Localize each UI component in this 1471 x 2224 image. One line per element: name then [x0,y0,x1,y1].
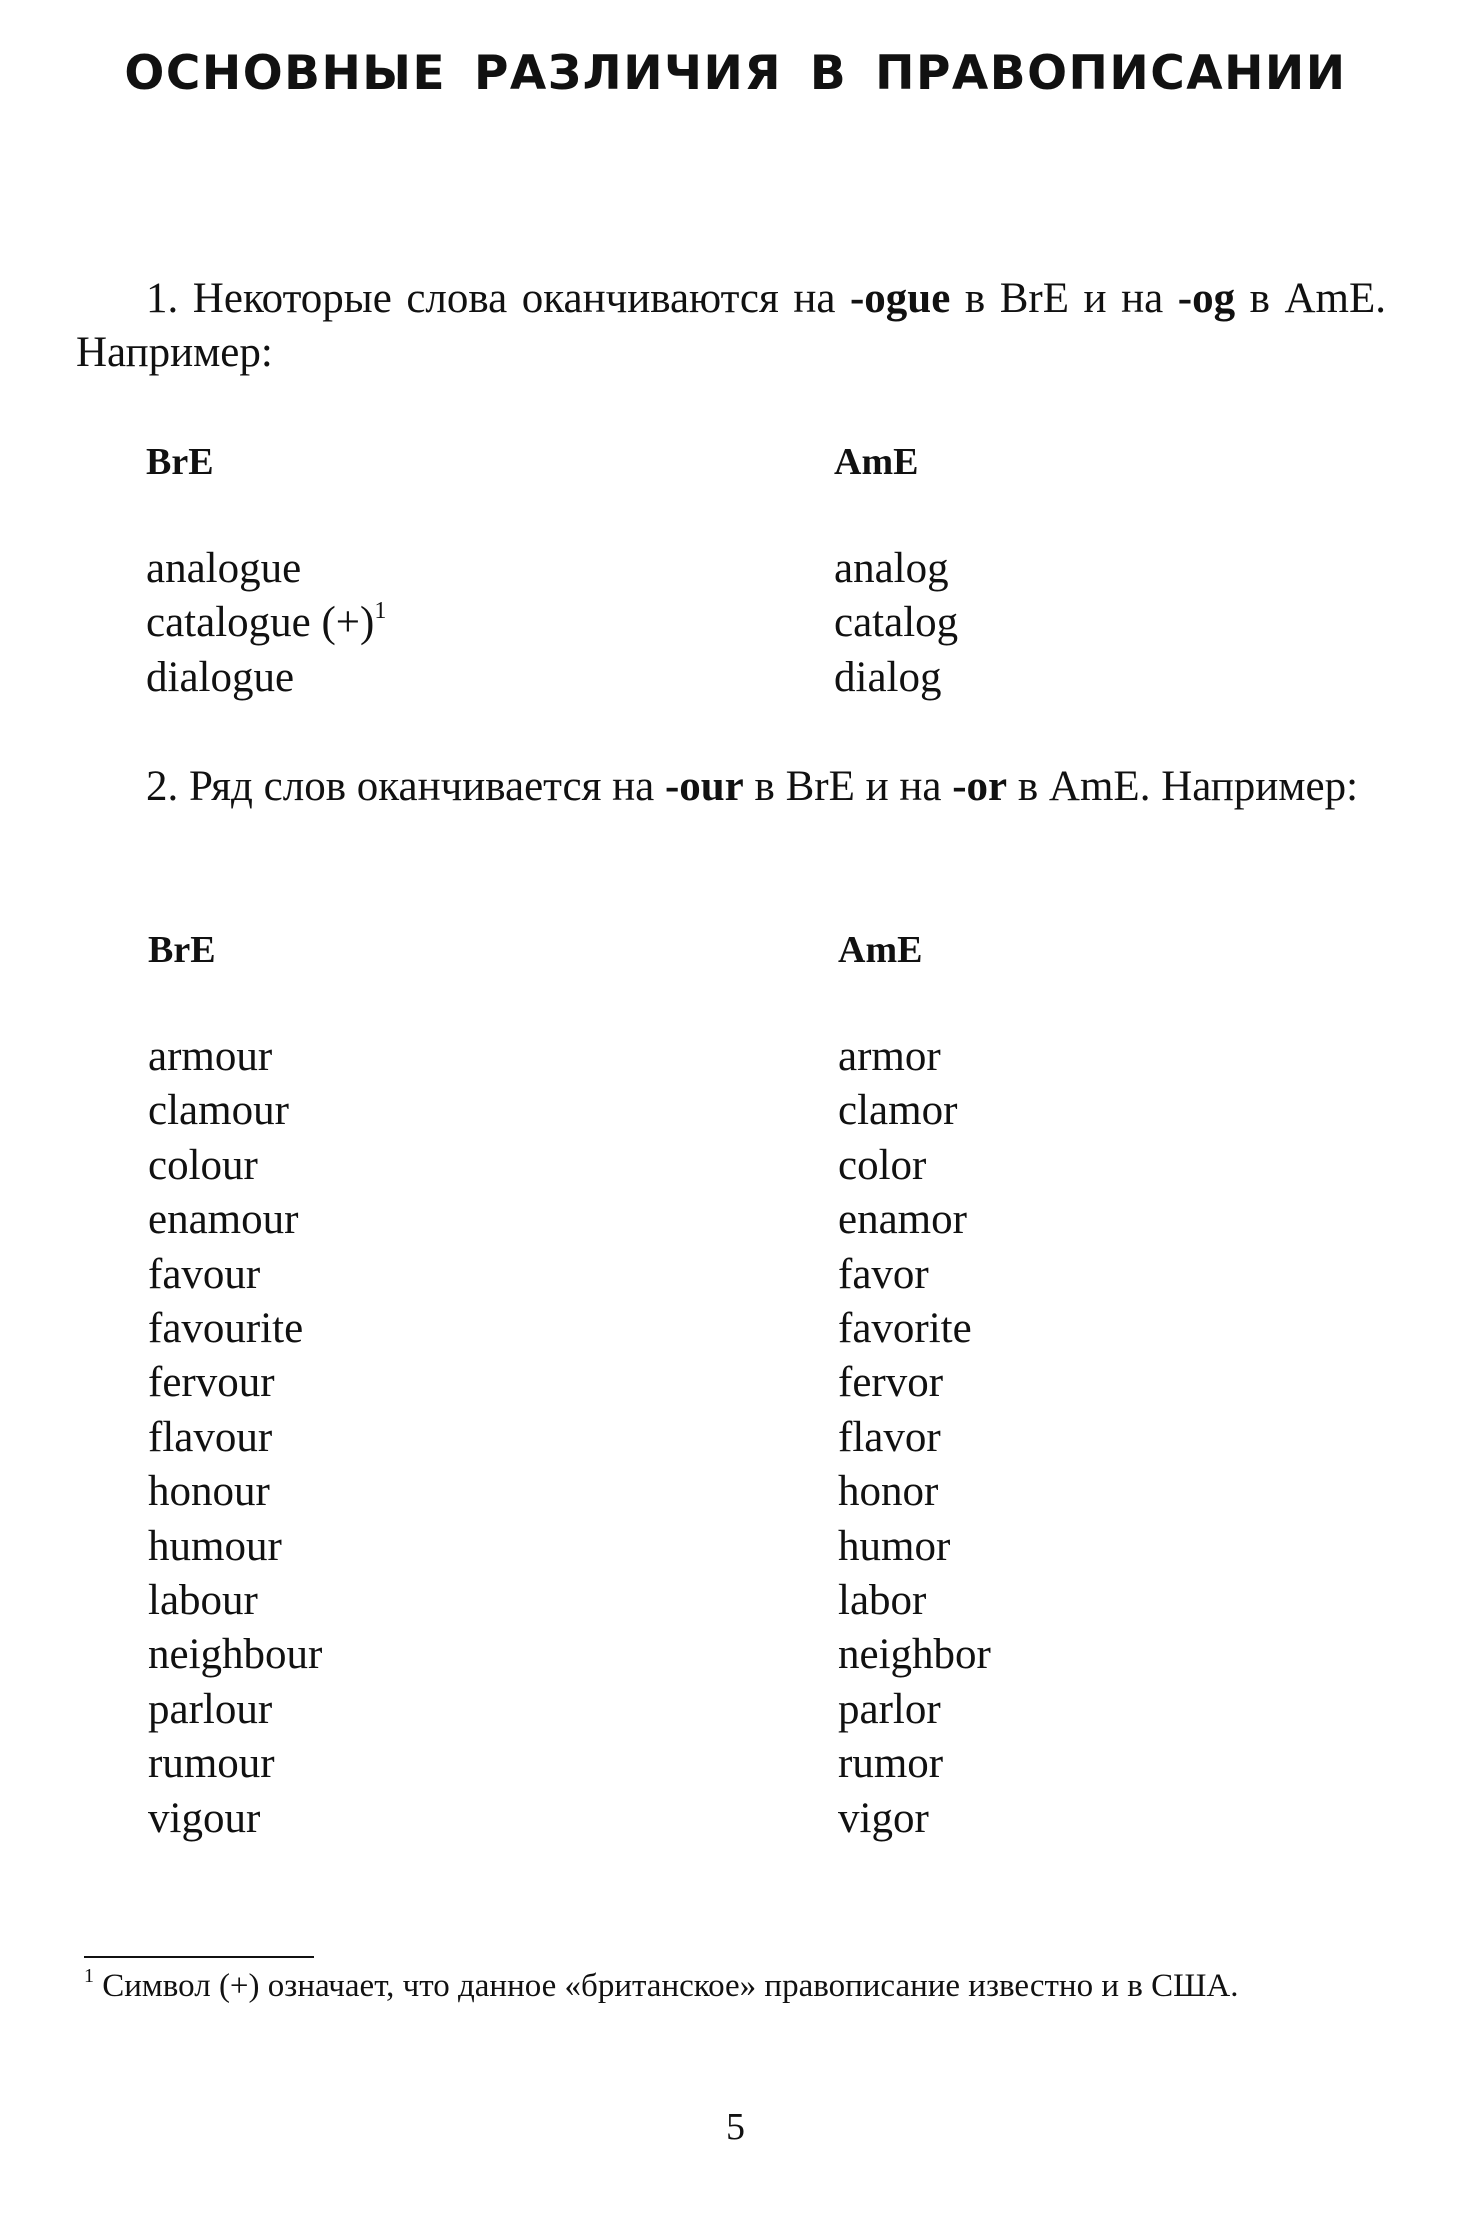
word-list-item [838,1465,991,1519]
word-text: parlour [148,1685,273,1733]
section-2-suffix-ame: -or [952,763,1008,810]
word-text: analogue [146,545,302,592]
word-list-item [838,1084,991,1138]
section-2-header-bre: BrE [148,929,216,971]
word-list-item [834,651,958,705]
word-list-item [838,1139,991,1193]
section-2-suffix-bre: -our [664,763,744,810]
word-text: fervor [838,1359,944,1407]
section-1-bre-list [146,542,386,705]
word-text: humor [838,1522,951,1570]
word-text: labour [148,1577,258,1625]
word-list-item [834,596,958,650]
word-text: armor [838,1033,941,1080]
word-text: favor [838,1250,929,1298]
word-list-item [148,1792,322,1846]
section-2-intro-before: 2. Ряд слов оканчивается на [146,763,665,810]
word-list-item [838,1737,991,1791]
word-text: honour [148,1468,270,1516]
word-list-item [838,1411,991,1465]
section-2-intro [76,760,1386,814]
footnote-divider [84,1956,314,1958]
word-text: favorite [838,1305,972,1353]
section-2-bre-list [148,1030,322,1846]
word-list-item [838,1030,991,1084]
word-list-item [146,651,386,705]
word-text: vigor [838,1794,929,1842]
word-list-item [148,1248,322,1302]
word-list-item [148,1139,322,1193]
word-text: dialog [834,653,942,701]
word-list-item [838,1356,991,1410]
section-2-intro-middle: в BrE и на [743,763,953,810]
word-list-item [838,1792,991,1846]
word-text: analog [834,545,949,592]
section-2-ame-list [838,1030,991,1846]
word-list-item [834,542,958,596]
word-list-item [148,1683,322,1737]
word-list-item [148,1520,322,1574]
section-1-header-bre: BrE [146,441,214,483]
word-list-item [838,1193,991,1247]
word-text: color [838,1141,927,1189]
word-text: enamor [838,1196,967,1244]
word-text: flavor [838,1413,941,1461]
word-list-item [146,542,386,596]
section-1-ame-list [834,542,958,705]
word-list-item [838,1574,991,1628]
footnote-reference: 1 [374,598,387,625]
word-list-item [838,1302,991,1356]
word-text: favour [148,1250,261,1298]
page-number: 5 [726,2106,745,2148]
word-text: neighbour [148,1631,323,1679]
word-text: humour [148,1522,282,1570]
section-1-intro-middle: в BrE и на [950,275,1178,322]
word-list-item [838,1520,991,1574]
word-list-item [148,1302,322,1356]
word-text: parlor [838,1685,941,1733]
word-text: fervour [148,1359,275,1407]
word-list-item [148,1030,322,1084]
word-list-item [148,1356,322,1410]
word-text: rumor [838,1740,944,1788]
word-text: colour [148,1141,258,1189]
section-2-intro-after: в AmE. Например: [1007,763,1359,810]
section-1-suffix-bre: -ogue [849,275,951,322]
footnote [84,1964,1394,2009]
page-title: ОСНОВНЫЕ РАЗЛИЧИЯ В ПРАВОПИСАНИИ [124,46,1347,101]
word-text: dialogue [146,653,295,701]
footnote-mark: 1 [84,1965,94,1987]
word-list-item [838,1683,991,1737]
word-text: catalogue (+) [146,599,375,647]
word-list-item [838,1628,991,1682]
section-1-suffix-ame: -og [1177,275,1236,322]
section-1-header-ame: AmE [834,441,919,483]
footnote-text: Символ (+) означает, что данное «британское» правописание известно и в США. [94,1968,1239,2004]
word-text: armour [148,1033,273,1080]
word-text: favourite [148,1305,304,1353]
word-list-item [148,1574,322,1628]
word-list-item [148,1193,322,1247]
word-text: flavour [148,1413,273,1461]
word-text: clamor [838,1087,958,1135]
word-text: vigour [148,1794,261,1842]
word-text: enamour [148,1196,299,1244]
section-1-intro [76,272,1386,380]
word-text: catalog [834,599,959,647]
word-list-item [148,1465,322,1519]
section-1-intro-before: 1. Некоторые слова оканчиваются на [146,275,850,322]
section-1-intro-after: в AmE. Например: [76,275,1386,376]
word-list-item [148,1411,322,1465]
word-text: labor [838,1577,927,1625]
word-list-item [146,596,386,650]
word-text: neighbor [838,1631,991,1679]
word-list-item [148,1084,322,1138]
word-text: honor [838,1468,939,1516]
word-text: rumour [148,1740,275,1788]
word-list-item [838,1248,991,1302]
section-2-header-ame: AmE [838,929,923,971]
word-list-item [148,1737,322,1791]
word-text: clamour [148,1087,289,1135]
word-list-item [148,1628,322,1682]
